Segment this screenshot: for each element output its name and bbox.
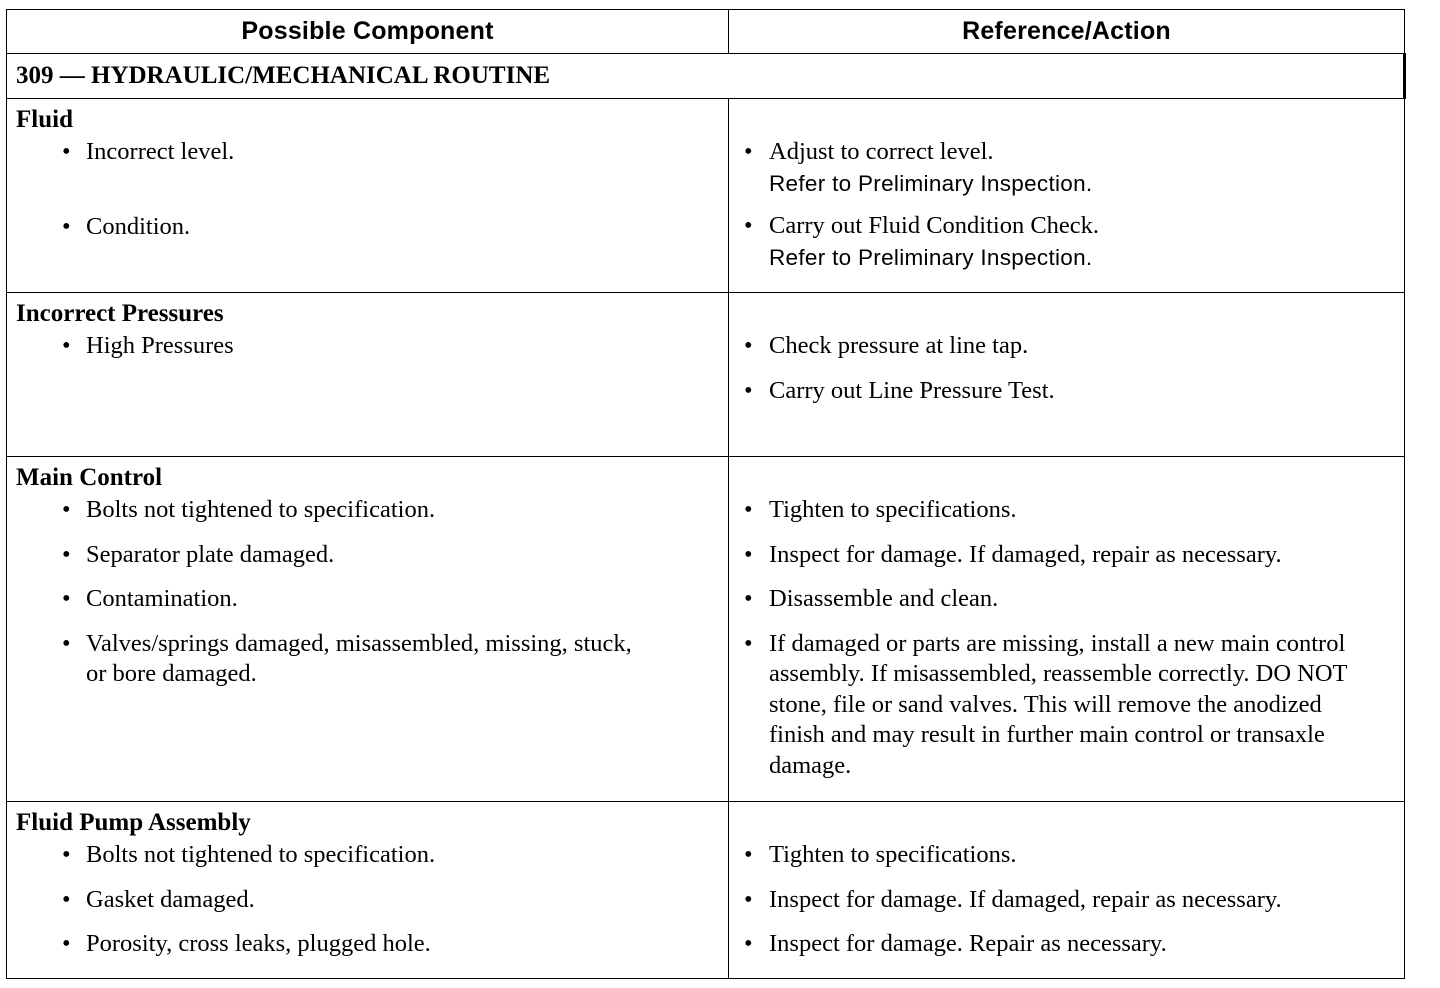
action-reference: Refer to Preliminary Inspection. bbox=[769, 244, 1093, 270]
bullet-icon: • bbox=[744, 540, 753, 568]
bullet-icon: • bbox=[744, 841, 753, 868]
bullet-icon: • bbox=[62, 332, 71, 359]
action-text: Tighten to specifications. bbox=[769, 841, 1017, 868]
action-text: Adjust to correct level. bbox=[769, 138, 994, 165]
action-text: Check pressure at line tap. bbox=[769, 332, 1029, 359]
bullet-icon: • bbox=[744, 332, 753, 359]
component-text: Valves/springs damaged, misassembled, missing, stuck, or bore damaged. bbox=[86, 629, 632, 687]
component-text: Incorrect level. bbox=[86, 138, 235, 165]
component-item bbox=[7, 929, 728, 960]
component-item bbox=[7, 331, 728, 362]
bullet-icon: • bbox=[62, 138, 71, 165]
bullet-icon: • bbox=[744, 930, 753, 957]
component-text: Contamination. bbox=[86, 585, 238, 612]
action-item bbox=[729, 885, 1404, 916]
section-title: Fluid Pump Assembly bbox=[16, 809, 251, 836]
section-main-control-components bbox=[7, 457, 729, 802]
component-text: Separator plate damaged. bbox=[86, 540, 335, 568]
section-row-main-control bbox=[7, 457, 1405, 802]
bullet-icon: • bbox=[62, 540, 71, 568]
header-possible-component: Possible Component bbox=[7, 10, 729, 54]
component-item bbox=[7, 540, 728, 571]
bullet-icon: • bbox=[62, 585, 71, 612]
component-text: Porosity, cross leaks, plugged hole. bbox=[86, 930, 431, 957]
action-item bbox=[729, 584, 1404, 615]
bullet-icon: • bbox=[744, 585, 753, 612]
section-fluid-actions bbox=[729, 99, 1405, 293]
section-fluid-components bbox=[7, 99, 729, 293]
section-row-fluid bbox=[7, 99, 1405, 293]
section-row-fluid-pump-assembly bbox=[7, 802, 1405, 979]
section-title: Main Control bbox=[16, 464, 163, 491]
component-text: Gasket damaged. bbox=[86, 885, 255, 913]
action-text: Carry out Fluid Condition Check. bbox=[769, 212, 1100, 239]
action-reference: Refer to Preliminary Inspection. bbox=[769, 170, 1093, 196]
bullet-icon: • bbox=[62, 629, 71, 657]
action-item bbox=[729, 331, 1404, 362]
header-reference-action: Reference/Action bbox=[729, 10, 1405, 54]
action-item bbox=[729, 495, 1404, 526]
section-title: Incorrect Pressures bbox=[16, 300, 224, 327]
table-header-row bbox=[7, 10, 1405, 54]
bullet-icon: • bbox=[62, 885, 71, 913]
component-item bbox=[7, 629, 728, 690]
bullet-icon: • bbox=[744, 212, 753, 239]
section-pump-actions bbox=[729, 802, 1405, 979]
action-item bbox=[729, 211, 1404, 273]
routine-row bbox=[7, 54, 1405, 99]
diagnostic-table bbox=[6, 9, 1406, 979]
component-text: High Pressures bbox=[86, 332, 234, 359]
action-text: Carry out Line Pressure Test. bbox=[769, 376, 1055, 404]
component-item bbox=[7, 885, 728, 916]
action-item bbox=[729, 929, 1404, 960]
action-text: Tighten to specifications. bbox=[769, 496, 1017, 523]
section-pump-components bbox=[7, 802, 729, 979]
component-item bbox=[7, 495, 728, 526]
component-text: Bolts not tightened to specification. bbox=[86, 841, 436, 868]
action-item bbox=[729, 137, 1404, 199]
section-main-control-actions bbox=[729, 457, 1405, 802]
bullet-icon: • bbox=[744, 885, 753, 913]
routine-title: 309 — HYDRAULIC/MECHANICAL ROUTINE bbox=[7, 54, 1405, 99]
component-text: Condition. bbox=[86, 212, 191, 240]
action-text: If damaged or parts are missing, install a new main control assembly. If misassembled, reassemble correctly. DO NOT stone, file or sand valves. This will remove the anodized finish and may result in further main control or transaxle damage. bbox=[769, 629, 1348, 779]
bullet-icon: • bbox=[62, 930, 71, 957]
section-pressures-actions bbox=[729, 293, 1405, 457]
section-title: Fluid bbox=[16, 106, 73, 133]
action-item bbox=[729, 629, 1404, 782]
action-text: Disassemble and clean. bbox=[769, 585, 999, 612]
component-text: Bolts not tightened to specification. bbox=[86, 496, 436, 523]
bullet-icon: • bbox=[744, 629, 753, 657]
bullet-icon: • bbox=[744, 138, 753, 165]
action-text: Inspect for damage. If damaged, repair as necessary. bbox=[769, 885, 1282, 913]
bullet-icon: • bbox=[744, 496, 753, 523]
action-text: Inspect for damage. Repair as necessary. bbox=[769, 930, 1167, 957]
action-item bbox=[729, 376, 1404, 407]
component-item bbox=[7, 584, 728, 615]
action-item bbox=[729, 540, 1404, 571]
component-item bbox=[7, 137, 728, 168]
bullet-icon: • bbox=[744, 376, 753, 404]
bullet-icon: • bbox=[62, 841, 71, 868]
action-item bbox=[729, 840, 1404, 871]
component-item bbox=[7, 840, 728, 871]
action-text: Inspect for damage. If damaged, repair as necessary. bbox=[769, 540, 1282, 568]
section-row-incorrect-pressures bbox=[7, 293, 1405, 457]
component-item bbox=[7, 212, 728, 243]
bullet-icon: • bbox=[62, 212, 71, 240]
bullet-icon: • bbox=[62, 496, 71, 523]
section-pressures-components bbox=[7, 293, 729, 457]
